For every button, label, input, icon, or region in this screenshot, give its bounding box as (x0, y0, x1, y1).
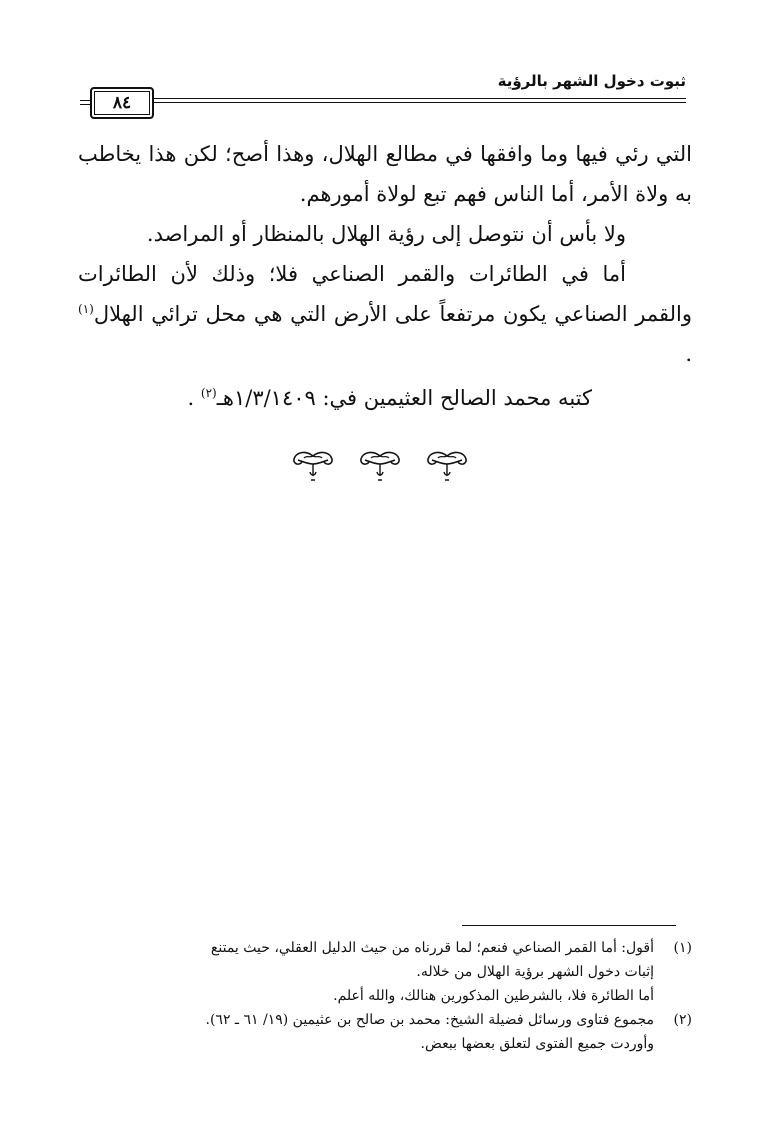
paragraph: التي رئي فيها وما وافقها في مطالع الهلال، وهذا أصح؛ لكن هذا يخاطب به ولاة الأمر، أما الناس فهم تبع لولاة أمورهم. (78, 142, 692, 206)
paragraph-text: أما في الطائرات والقمر الصناعي فلا؛ وذلك لأن الطائرات والقمر الصناعي يكون مرتفعاً على الأرض التي هي محل ترائي الهلال (78, 262, 692, 326)
footnote-text: أما الطائرة فلا، بالشرطين المذكورين هنالك، والله أعلم. (333, 988, 654, 1004)
footnote-separator (462, 925, 676, 926)
header-rule-line (150, 98, 686, 99)
signature-line (78, 378, 692, 418)
footnote-number: (٢) (673, 1012, 692, 1028)
ornament-icon (424, 450, 470, 484)
footnote-ref: (١) (78, 302, 94, 316)
header-rule-line (80, 100, 90, 101)
main-text (78, 134, 692, 418)
header-rule-line (80, 104, 90, 105)
paragraph (78, 254, 692, 374)
footnote-text: أقول: أما القمر الصناعي فنعم؛ لما قررناه من حيث الدليل العقلي، حيث يمتنع (210, 940, 654, 956)
paragraph-end: . (685, 342, 692, 366)
footnote-ref: (٢) (200, 386, 217, 400)
footnotes (78, 936, 692, 1056)
footnote-text: وأوردت جميع الفتوى لتعلق بعضها ببعض. (420, 1036, 654, 1052)
page-header (80, 72, 686, 122)
footnote-1 (78, 936, 692, 960)
running-title: ثبوت دخول الشهر بالرؤية (497, 72, 686, 90)
ornament-icon (357, 450, 403, 484)
ornament-icon (290, 450, 336, 484)
header-rule-line (150, 102, 686, 103)
section-ornaments (290, 450, 470, 490)
footnote-text: إثبات دخول الشهر برؤية الهلال من خلاله. (416, 964, 654, 980)
footnote-number: (١) (673, 940, 692, 956)
page-number: ٨٤ (90, 87, 154, 119)
footnote-2 (78, 1008, 692, 1032)
paragraph: ولا بأس أن نتوصل إلى رؤية الهلال بالمنظار أو المراصد. (146, 222, 626, 246)
signature-end: . (187, 386, 195, 410)
footnote-text: مجموع فتاوى ورسائل فضيلة الشيخ: محمد بن صالح بن عثيمين (١٩/ ٦١ ـ ٦٢). (205, 1012, 654, 1028)
signature-text: كتبه محمد الصالح العثيمين في: ١/٣/١٤٠٩هـ (216, 386, 592, 410)
header-rule (80, 94, 686, 120)
